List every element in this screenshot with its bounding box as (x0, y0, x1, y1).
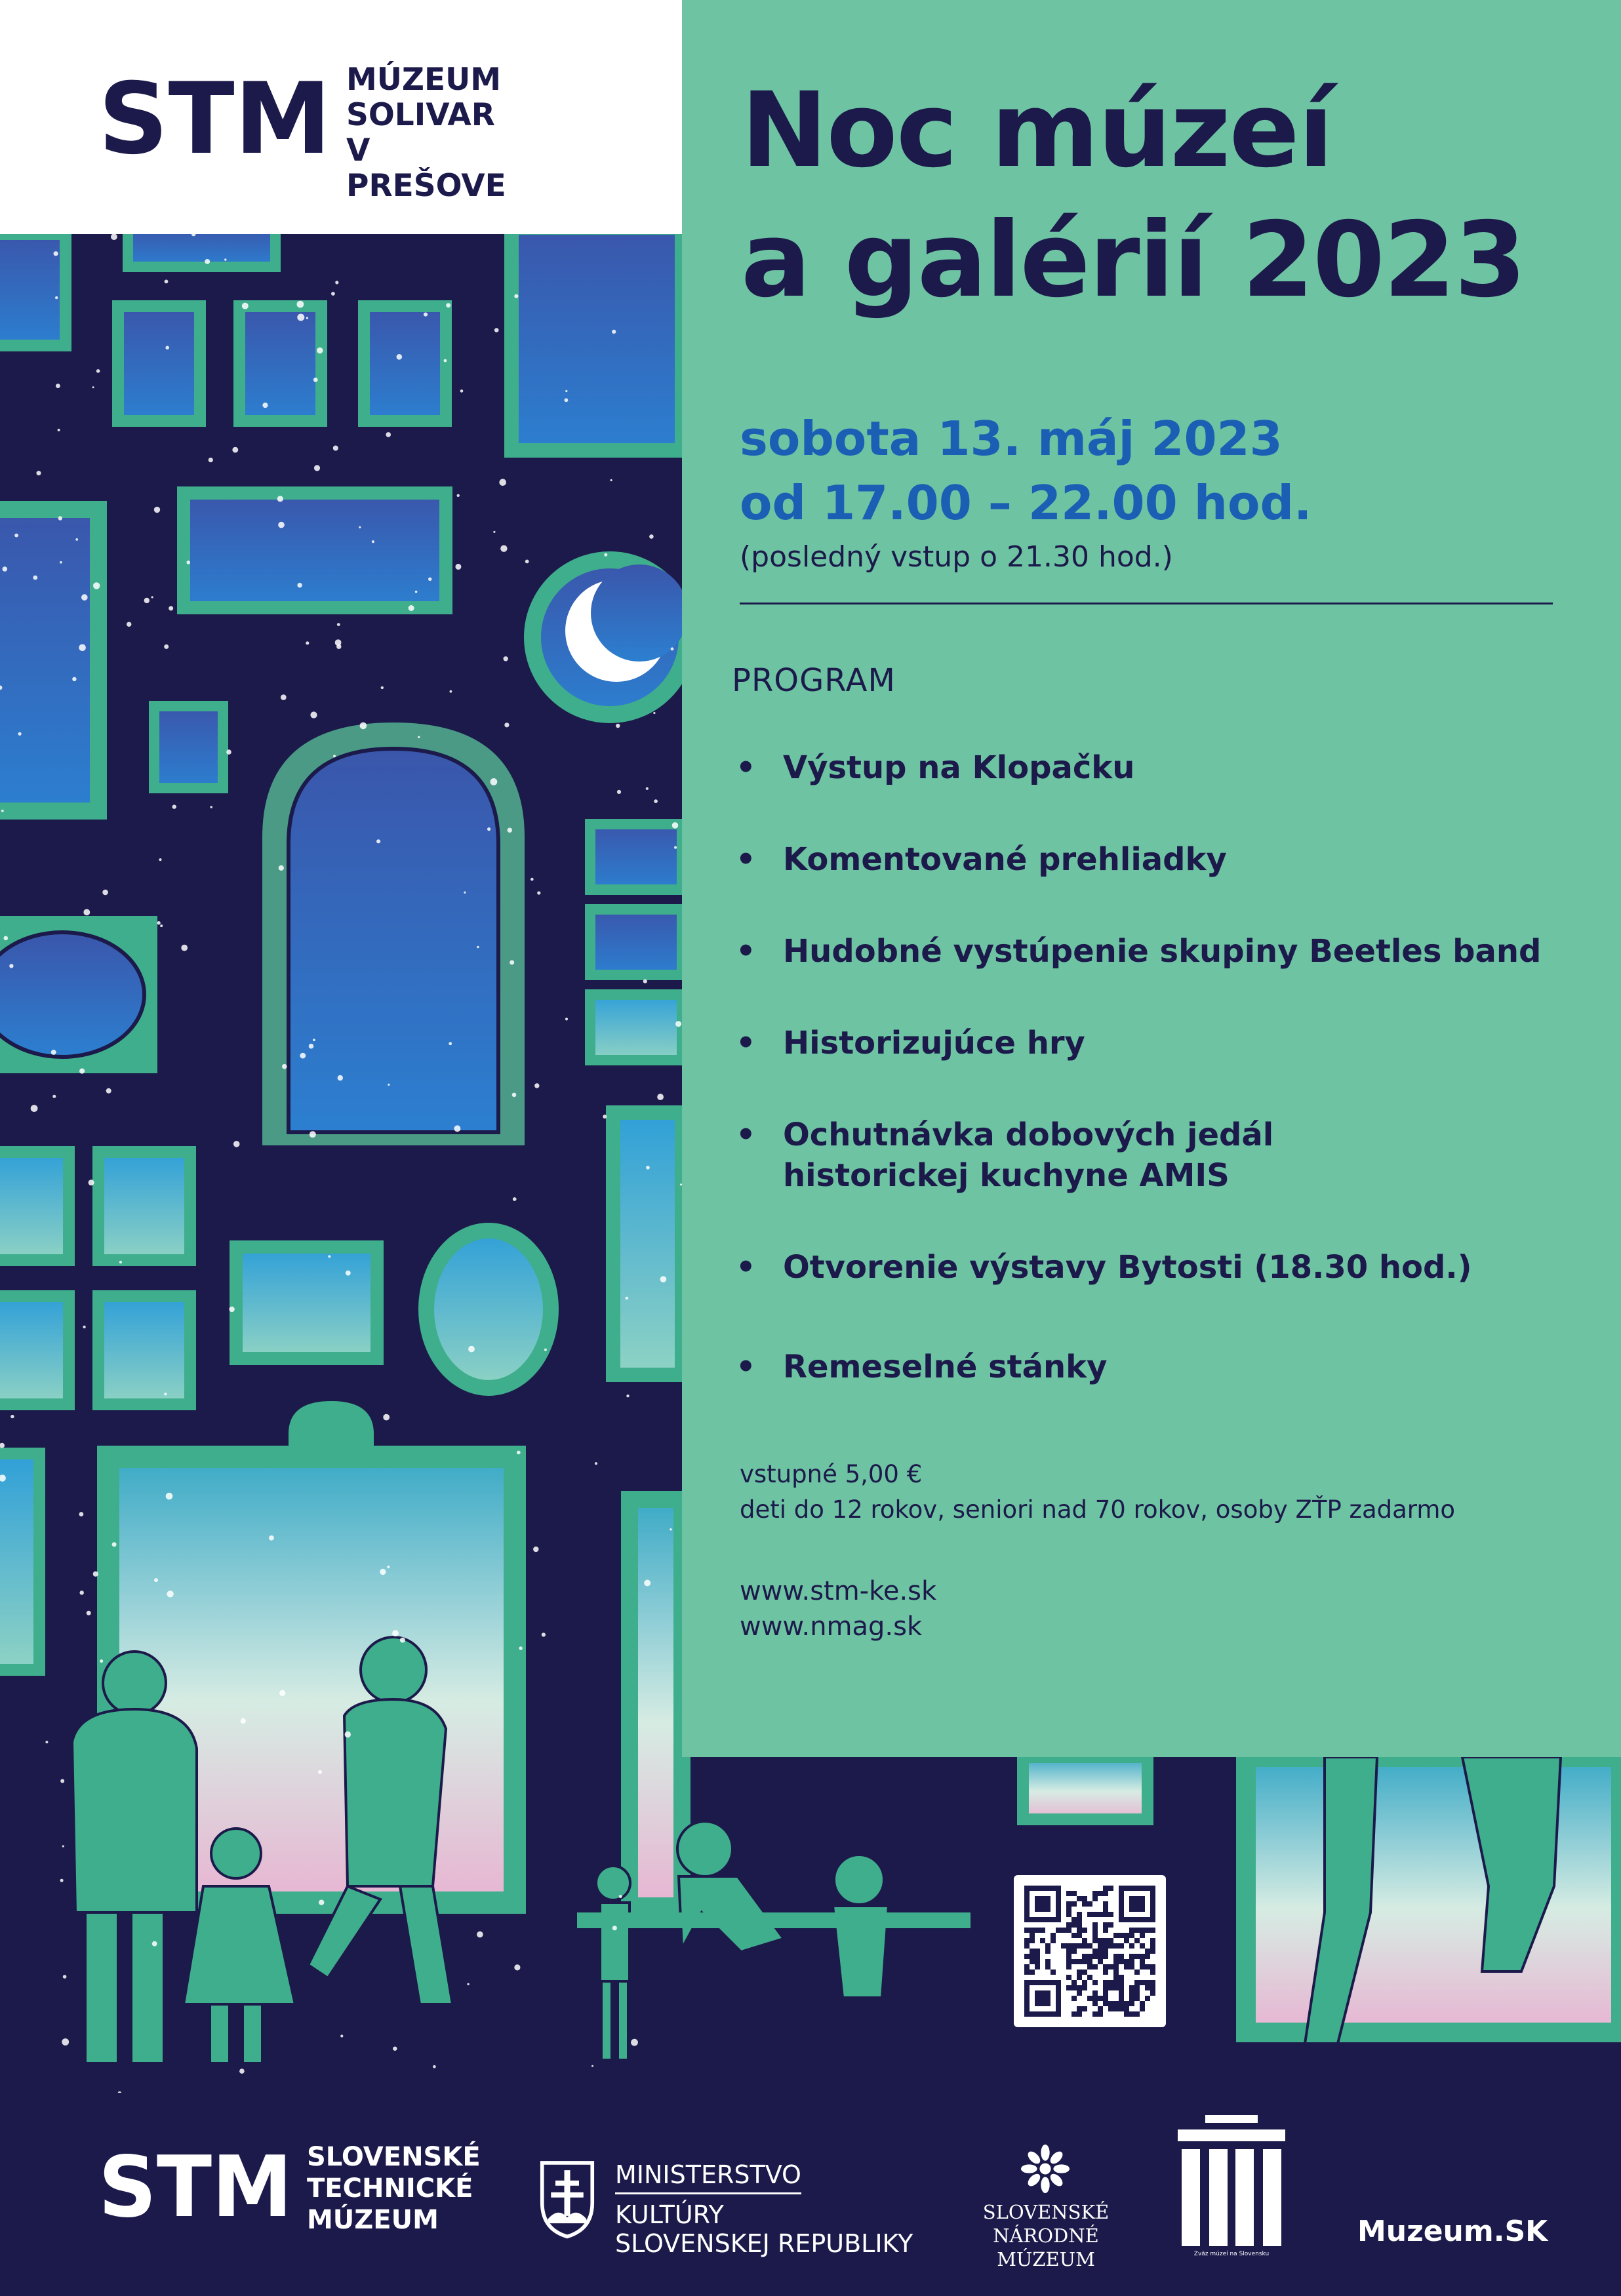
bullet-icon: • (736, 1249, 756, 1286)
program-heading: PROGRAM (732, 662, 896, 699)
ministry-name-line2: KULTÚRY SLOVENSKEJ REPUBLIKY (615, 2200, 913, 2258)
link-stm[interactable]: www.stm-ke.sk (740, 1576, 937, 1606)
ministry-name-line1: MINISTERSTVO (615, 2160, 801, 2194)
event-title: Noc múzeí a galérií 2023 (741, 70, 1525, 321)
svg-text:STM: STM (98, 2143, 292, 2228)
qr-code[interactable] (1014, 1875, 1166, 2027)
program-item: • Hudobné vystúpenie skupiny Beetles band (736, 931, 1555, 972)
footer-partners (0, 2093, 1621, 2296)
program-item: • Historizujúce hry (736, 1023, 1555, 1063)
ministry-logo (538, 2158, 931, 2257)
svg-text:STM: STM (98, 69, 331, 167)
bullet-icon: • (736, 933, 756, 970)
bullet-icon: • (736, 841, 756, 878)
event-time: od 17.00 – 22.00 hod. (740, 475, 1312, 530)
program-list (736, 747, 1555, 1387)
program-item: • Otvorenie výstavy Bytosti (18.30 hod.) (736, 1247, 1555, 1288)
header-logo-area (0, 0, 682, 234)
snm-logo (977, 2144, 1108, 2282)
program-item: • Komentované prehliadky (736, 839, 1555, 880)
snm-flower-icon (1020, 2144, 1070, 2194)
snm-name: SLOVENSKÉ NÁRODNÉ MÚZEUM (982, 2201, 1110, 2270)
zms-logo (1178, 2115, 1285, 2271)
bullet-icon: • (736, 1349, 756, 1385)
divider-line (740, 603, 1553, 604)
event-info-panel (682, 0, 1621, 1757)
stm-footer-name: SLOVENSKÉ TECHNICKÉ MÚZEUM (307, 2142, 481, 2235)
stm-logo-icon (98, 2143, 295, 2228)
bullet-icon: • (736, 1117, 756, 1153)
stm-logo-mark-icon (98, 69, 334, 167)
event-date: sobota 13. máj 2023 (740, 411, 1283, 466)
museum-columns-icon (1178, 2115, 1285, 2246)
coat-of-arms-icon (538, 2158, 597, 2240)
muzeum-sk-logo: Muzeum.SK (1357, 2215, 1548, 2248)
last-entry-note: (posledný vstup o 21.30 hod.) (740, 540, 1173, 574)
program-item: • Ochutnávka dobových jedál historickej kuchyne AMIS (736, 1115, 1412, 1196)
free-admission-note: deti do 12 rokov, seniori nad 70 rokov, osoby ZŤP zadarmo (740, 1495, 1456, 1524)
zms-name: Zväz múzeí na Slovensku (1193, 2251, 1270, 2257)
museum-name: MÚZEUM SOLIVAR V PREŠOVE (346, 62, 506, 204)
admission-info (740, 1457, 1455, 1528)
bullet-icon: • (736, 1025, 756, 1061)
event-datetime (740, 406, 1311, 535)
website-links (740, 1574, 936, 1644)
admission-price: vstupné 5,00 € (740, 1460, 923, 1488)
bullet-icon: • (736, 749, 756, 786)
stm-solivar-logo (98, 62, 518, 204)
stm-footer-logo (98, 2129, 481, 2241)
program-item: • Výstup na Klopačku (736, 747, 1555, 788)
program-item: • Remeselné stánky (736, 1347, 1555, 1387)
link-nmag[interactable]: www.nmag.sk (740, 1612, 923, 1642)
